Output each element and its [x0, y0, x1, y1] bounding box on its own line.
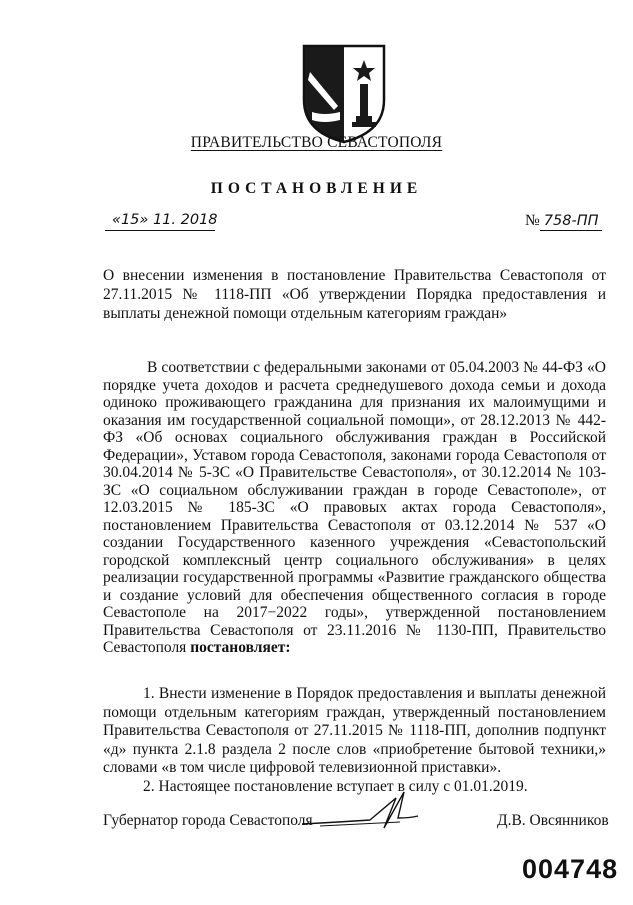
document-subject: О внесении изменения в постановление Правительства Севастополя от 27.11.2015 № 1118-ПП «Об утверждении Порядка предоставления и выплаты денежной помощи отдельным категориям граждан»	[103, 267, 606, 322]
document-title: ПОСТАНОВЛЕНИЕ	[210, 180, 423, 197]
number-prefix: №	[525, 212, 540, 229]
number-underline	[540, 230, 602, 231]
resolves-word: постановляет:	[190, 639, 291, 656]
sevastopol-coat-of-arms-icon	[300, 42, 388, 144]
list-item: 2. Настоящее постановление вступает в силу с 01.01.2019.	[143, 777, 528, 795]
resolution-items	[103, 685, 606, 796]
handwritten-signature-icon	[300, 788, 420, 838]
signatory-name: Д.В. Овсянников	[497, 812, 609, 829]
list-item: 1. Внести изменение в Порядок предоставления и выплаты денежной помощи отдельным категориям граждан, утвержденный постановлением Правительства Севастополя от 27.11.2015 № 1118-ПП, дополнив подпункт «д» пункта 2.1.8 раздела 2 после слов «приобретение бытовой техники,» словами «в том числе цифровой телевизионной приставки».	[103, 685, 606, 776]
preamble-paragraph	[103, 359, 606, 657]
serial-number: 004748	[522, 854, 619, 884]
date-underline	[105, 230, 215, 231]
document-date: «15» 11. 2018	[112, 212, 218, 228]
signatory-role: Губернатор города Севастополя	[103, 812, 313, 829]
document-number	[525, 212, 599, 230]
preamble-text: В соответствии с федеральными законами от 05.04.2003 № 44-ФЗ «О порядке учета доходов и расчета среднедушевого дохода семьи и дохода одиноко проживающего гражданина для признания их малоимущими и оказания им государственной социальной помощи», от 28.12.2013 № 442-ФЗ «Об основах социального обслуживания граждан в Российской Федерации», Уставом города Севастополя, законами города Севастополя от 30.04.2014 № 5-ЗС «О Правительстве Севастополя», от 30.12.2014 № 103-ЗС «О социальном обслуживании граждан в городе Севастополе», от 12.03.2015 № 185-ЗС «О правовых актах города Севастополя», постановлением Правительства Севастополя от 03.12.2014 № 537 «О создании Государственного казенного учреждения «Севастопольский городской комплексный центр социального обслуживания» в целях реализации государственной программы «Развитие гражданского общества и создание условий для обеспечения общественного согласия в городе Севастополе на 2017−2022 годы», утвержденной постановлением Правительства Севастополя от 23.11.2016 № 1130-ПП, Правительство Севастополя	[103, 359, 606, 656]
organization-header: ПРАВИТЕЛЬСТВО СЕВАСТОПОЛЯ	[190, 134, 443, 151]
number-value: 758-ПП	[543, 213, 599, 229]
